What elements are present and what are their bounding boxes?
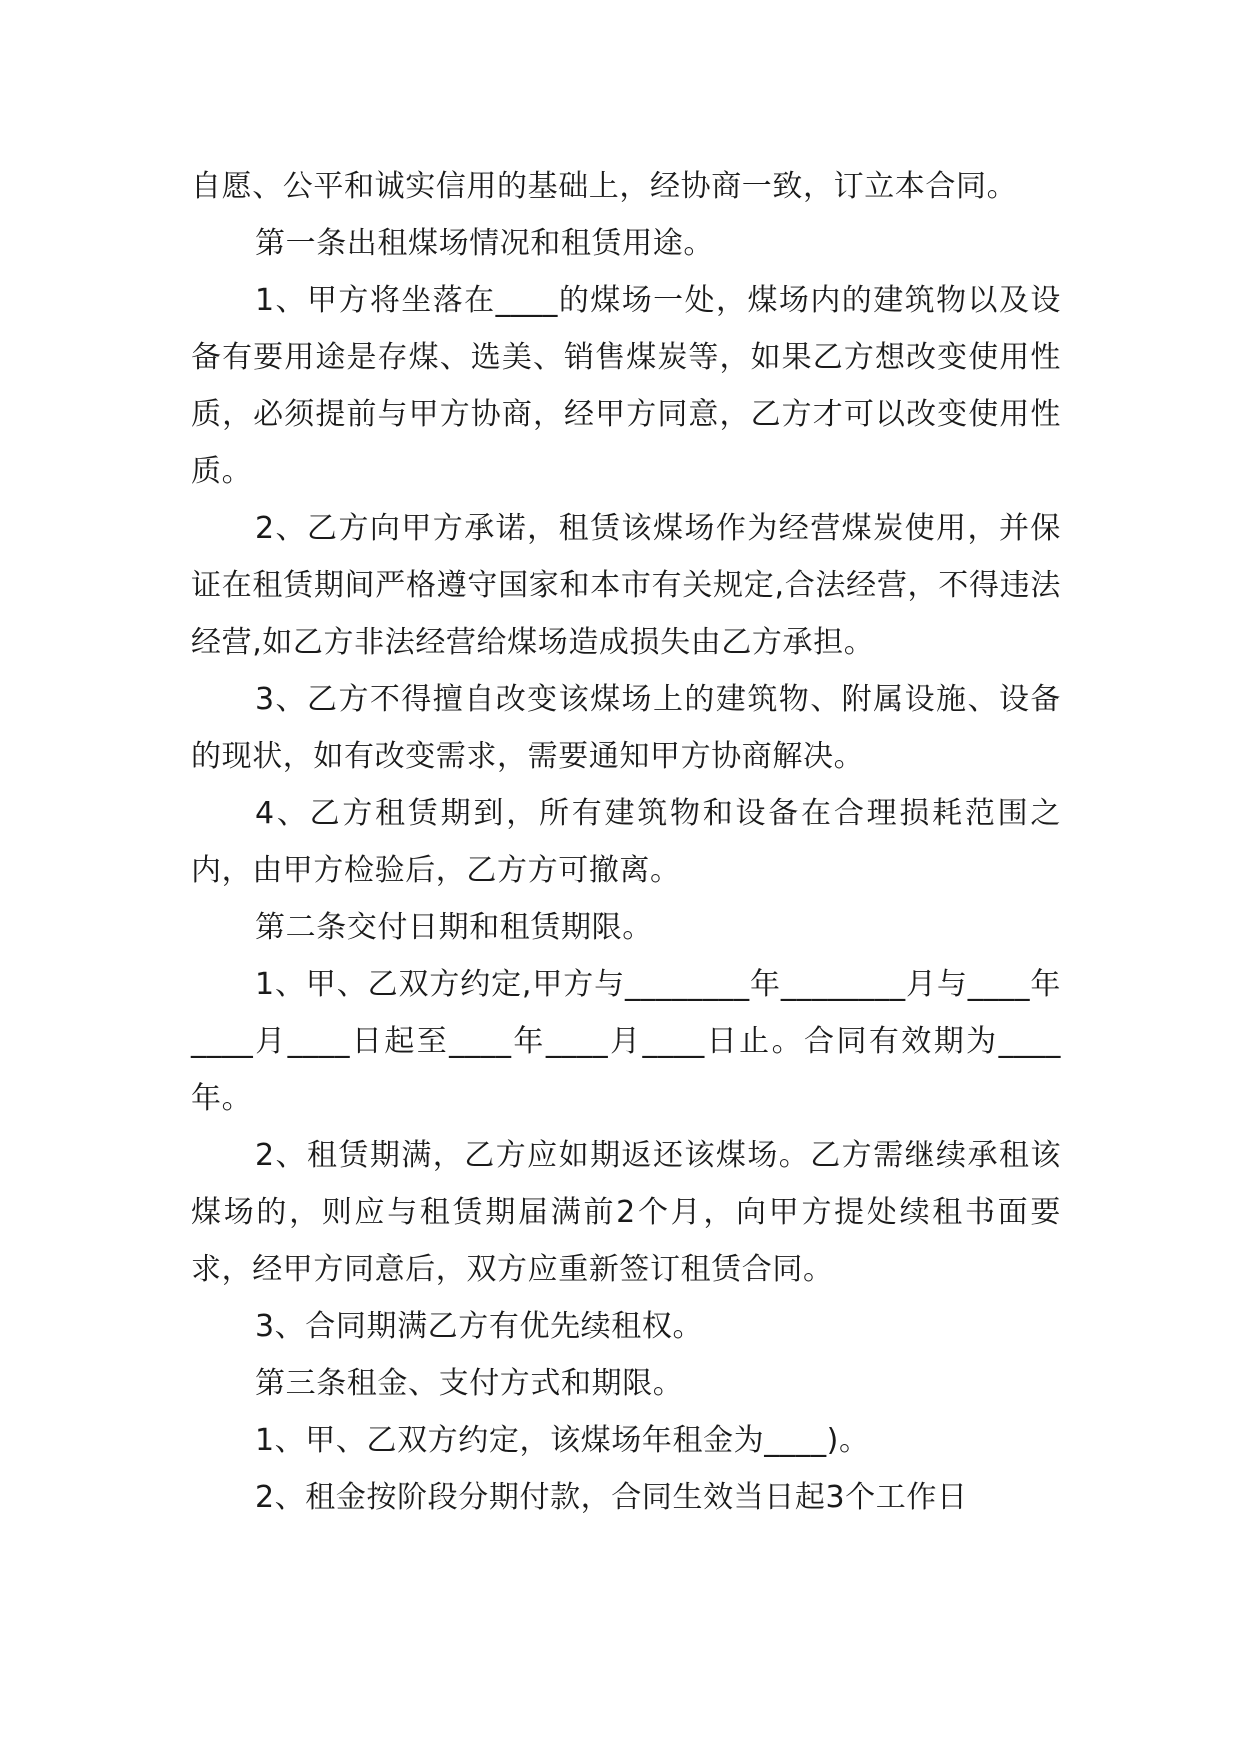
article-2-clause-3: 3、合同期满乙方有优先续租权。	[255, 1309, 704, 1344]
contract-body	[191, 158, 1061, 1526]
article-3-heading: 第三条租金、支付方式和期限。	[255, 1366, 684, 1401]
article-2-heading: 第二条交付日期和租赁期限。	[255, 910, 653, 945]
article-2-clause-2: 2、租赁期满，乙方应如期返还该煤场。乙方需继续承租该煤场的，则应与租赁期届满前2个月，向甲方提处续租书面要求，经甲方同意后，双方应重新签订租赁合同。	[191, 1138, 1061, 1287]
article-1-clause-1: 1、甲方将坐落在____的煤场一处，煤场内的建筑物以及设备有要用途是存煤、选美、销售煤炭等，如果乙方想改变使用性质，必须提前与甲方协商，经甲方同意，乙方才可以改变使用性质。	[191, 283, 1061, 489]
article-1-clause-2: 2、乙方向甲方承诺，租赁该煤场作为经营煤炭使用，并保证在租赁期间严格遵守国家和本市有关规定,合法经营，不得违法经营,如乙方非法经营给煤场造成损失由乙方承担。	[191, 511, 1061, 660]
article-2-clause-1: 1、甲、乙双方约定,甲方与________年________月与____年____月____日起至____年____月____日止。合同有效期为____年。	[191, 967, 1061, 1116]
article-1-clause-3: 3、乙方不得擅自改变该煤场上的建筑物、附属设施、设备的现状，如有改变需求，需要通知甲方协商解决。	[191, 682, 1061, 774]
article-3-clause-1: 1、甲、乙双方约定，该煤场年租金为____)。	[255, 1423, 870, 1458]
paragraph-intro: 自愿、公平和诚实信用的基础上，经协商一致，订立本合同。	[191, 169, 1018, 204]
article-1-heading: 第一条出租煤场情况和租赁用途。	[255, 226, 714, 261]
article-3-clause-2: 2、租金按阶段分期付款，合同生效当日起3个工作日	[255, 1480, 968, 1515]
article-1-clause-4: 4、乙方租赁期到，所有建筑物和设备在合理损耗范围之内，由甲方检验后，乙方方可撤离。	[191, 796, 1061, 888]
